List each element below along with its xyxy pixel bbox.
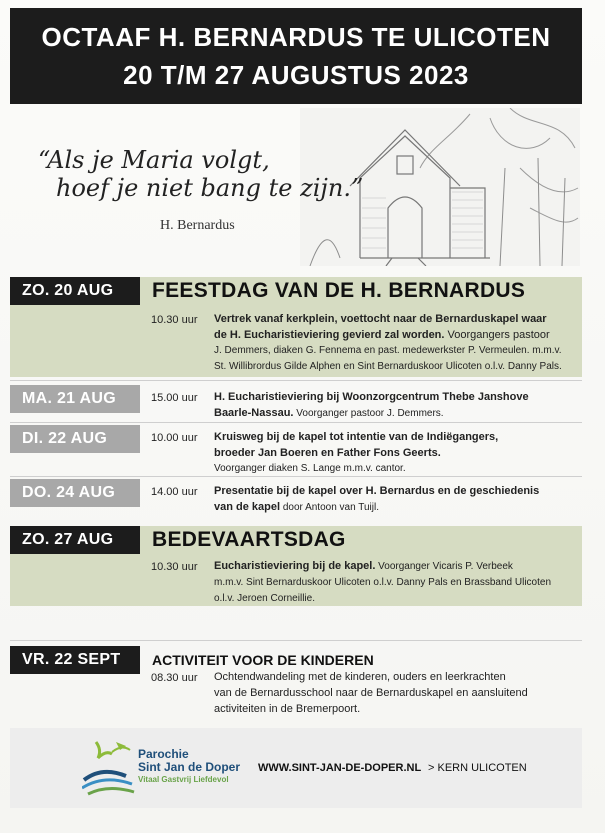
quote-line-1: “Als je Maria volgt,: [38, 146, 270, 174]
event-time: 10.30 uur: [151, 314, 198, 326]
event-desc-line-2: m.m.v. Sint Bernarduskoor Ulicoten o.l.v. Danny Pals en Brassband Ulicoten: [214, 577, 552, 588]
event-time: 10.30 uur: [151, 561, 198, 573]
event-desc-line-2b: door Antoon van Tuijl.: [280, 502, 380, 513]
event-zo-20-aug: [10, 277, 582, 377]
divider: [10, 476, 582, 477]
header-dates: 20 T/M 27 AUGUSTUS 2023: [123, 60, 469, 90]
event-desc-line-2b: Voorgangers pastoor: [444, 329, 550, 341]
event-description: [214, 558, 574, 607]
event-description: [214, 389, 574, 422]
event-desc-line-3: o.l.v. Jeroen Corneillie.: [214, 593, 315, 604]
event-zo-27-aug: [10, 526, 582, 606]
parish-name-line-2: Sint Jan de Doper: [138, 760, 241, 774]
event-desc-line-3: activiteiten in de Bremerpoort.: [214, 703, 361, 715]
event-description: [214, 429, 574, 477]
event-desc-line-3: J. Demmers, diaken G. Fennema en past. medewerkster P. Vermeulen. m.m.v.: [214, 345, 562, 356]
website-link[interactable]: WWW.SINT-JAN-DE-DOPER.NL: [258, 762, 422, 774]
parish-name: [138, 748, 240, 774]
event-desc-line-1: Eucharistieviering bij de kapel.: [214, 560, 376, 572]
event-date: DI. 22 AUG: [10, 425, 140, 453]
event-date: DO. 24 AUG: [10, 479, 140, 507]
event-title: BEDEVAARTSDAG: [152, 528, 346, 551]
event-description: [214, 311, 574, 375]
event-time: 15.00 uur: [151, 392, 198, 404]
event-desc-line-3: Voorganger diaken S. Lange m.m.v. cantor.: [214, 463, 406, 474]
event-description: [214, 669, 574, 717]
quote: [38, 146, 363, 202]
event-desc-line-2b: Voorganger pastoor J. Demmers.: [293, 408, 444, 419]
event-desc-line-2: de H. Eucharistieviering gevierd zal worden.: [214, 329, 445, 341]
divider: [10, 640, 582, 641]
header-banner: [10, 8, 582, 104]
event-desc-line-1: H. Eucharistieviering bij Woonzorgcentrum Thebe Janshove: [214, 391, 529, 403]
event-desc-line-2: broeder Jan Boeren en Father Fons Geerts.: [214, 447, 441, 459]
event-desc-line-2: van de kapel: [214, 501, 281, 513]
header-title: OCTAAF H. BERNARDUS TE ULICOTEN: [41, 22, 551, 52]
divider: [10, 380, 582, 381]
event-desc-line-4: St. Willibrordus Gilde Alphen en Sint Bernarduskoor Ulicoten o.l.v. Danny Pals.: [214, 361, 562, 372]
event-description: [214, 483, 574, 516]
footer: [10, 728, 582, 808]
event-vr-22-sept: [10, 646, 582, 716]
event-ma-21-aug: [10, 385, 582, 421]
quote-author: H. Bernardus: [160, 218, 235, 233]
event-di-22-aug: [10, 425, 582, 477]
event-time: 10.00 uur: [151, 432, 198, 444]
event-time: 08.30 uur: [151, 672, 198, 684]
event-date: ZO. 27 AUG: [10, 526, 140, 554]
kern-label: > KERN ULICOTEN: [428, 762, 527, 774]
event-date: MA. 21 AUG: [10, 385, 140, 413]
event-title: FEESTDAG VAN DE H. BERNARDUS: [152, 279, 526, 302]
event-desc-line-1: Vertrek vanaf kerkplein, voettocht naar de Bernarduskapel waar: [214, 313, 547, 325]
event-desc-line-1b: Voorganger Vicaris P. Verbeek: [375, 561, 513, 572]
event-desc-line-1: Ochtendwandeling met de kinderen, ouders en leerkrachten: [214, 671, 506, 683]
event-desc-line-2: Baarle-Nassau.: [214, 407, 294, 419]
event-desc-line-2: van de Bernardusschool naar de Bernarduskapel en aansluitend: [214, 687, 528, 699]
event-do-24-aug: [10, 479, 582, 515]
event-desc-line-1: Presentatie bij de kapel over H. Bernardus en de geschiedenis: [214, 485, 540, 497]
event-date: ZO. 20 AUG: [10, 277, 140, 305]
event-time: 14.00 uur: [151, 486, 198, 498]
parish-tagline: Vitaal Gastvrij Liefdevol: [138, 775, 229, 784]
event-date: VR. 22 SEPT: [10, 646, 140, 674]
divider: [10, 422, 582, 423]
event-desc-line-1: Kruisweg bij de kapel tot intentie van de Indiëgangers,: [214, 431, 499, 443]
parish-name-line-1: Parochie: [138, 747, 189, 761]
event-title: ACTIVITEIT VOOR DE KINDEREN: [152, 652, 374, 668]
quote-line-2: hoef je niet bang te zijn.”: [56, 174, 364, 202]
